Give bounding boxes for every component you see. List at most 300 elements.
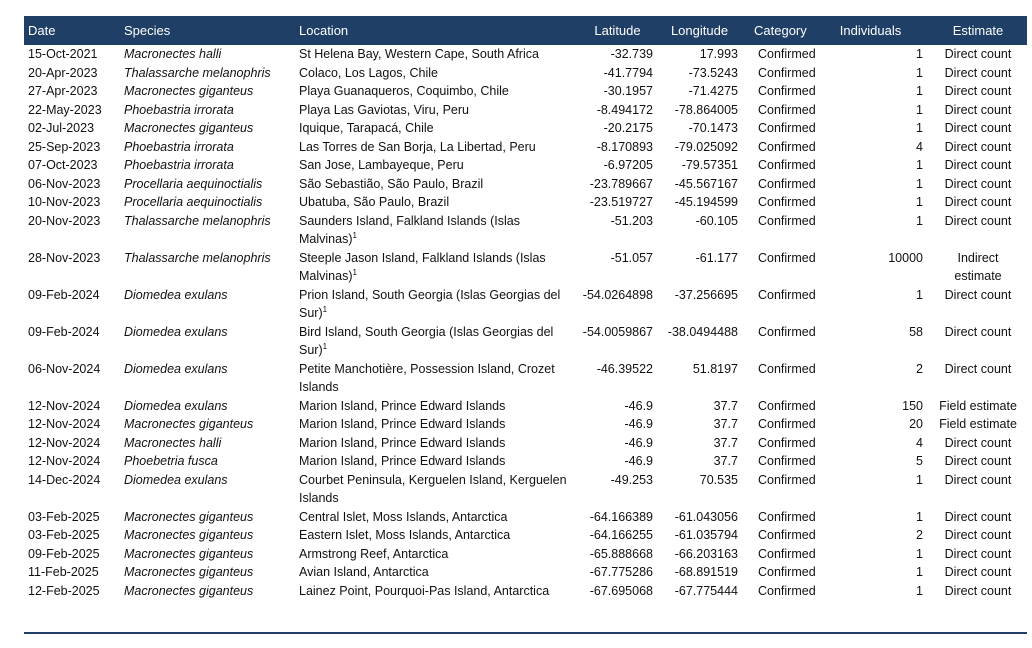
cell-location — [295, 323, 578, 360]
cell-location — [295, 138, 578, 157]
cell-longitude-text: -71.4275 — [688, 84, 738, 98]
cell-estimate — [929, 434, 1027, 453]
cell-individuals — [814, 119, 929, 138]
header-latitude: Latitude — [594, 23, 641, 38]
cell-date — [24, 286, 120, 323]
cell-estimate-text: Direct count — [944, 454, 1012, 468]
cell-date — [24, 563, 120, 582]
cell-date-text: 09-Feb-2024 — [28, 324, 100, 339]
cell-latitude-text: -23.519727 — [589, 195, 653, 209]
footnote-marker: 1 — [352, 230, 357, 240]
table-row — [24, 193, 1027, 212]
table-row — [24, 545, 1027, 564]
cell-location-text: Colaco, Los Lagos, Chile — [299, 65, 438, 80]
cell-category-text: Confirmed — [758, 139, 816, 154]
cell-estimate — [929, 101, 1027, 120]
cell-latitude — [578, 212, 657, 249]
cell-latitude-text: -8.170893 — [596, 139, 653, 154]
cell-category-text: Confirmed — [758, 287, 816, 302]
cell-longitude-text: -68.891519 — [674, 565, 738, 579]
cell-location-text: Playa Guanaqueros, Coquimbo, Chile — [299, 84, 509, 98]
cell-date-text: 09-Feb-2024 — [28, 287, 100, 302]
cell-individuals — [814, 323, 929, 360]
cell-species-text: Macronectes giganteus — [124, 565, 254, 579]
cell-location-text: São Sebastião, São Paulo, Brazil — [299, 176, 484, 191]
cell-individuals — [814, 82, 929, 101]
cell-location — [295, 212, 578, 249]
cell-category — [742, 249, 814, 286]
cell-individuals-text: 58 — [909, 324, 923, 339]
cell-longitude-text: 37.7 — [713, 417, 738, 431]
cell-category — [742, 397, 814, 416]
cell-latitude — [578, 545, 657, 564]
cell-date-text: 12-Nov-2024 — [28, 435, 101, 450]
cell-date — [24, 175, 120, 194]
cell-estimate — [929, 82, 1027, 101]
cell-location-text: Marion Island, Prince Edward Islands — [299, 398, 506, 413]
cell-longitude — [657, 360, 742, 397]
cell-longitude-text: -66.203163 — [674, 546, 738, 561]
cell-longitude — [657, 323, 742, 360]
cell-individuals — [814, 286, 929, 323]
cell-category-text: Confirmed — [758, 65, 816, 80]
cell-latitude — [578, 175, 657, 194]
cell-date — [24, 397, 120, 416]
cell-location-text: Steeple Jason Island, Falkland Islands (Islas Malvinas) — [299, 250, 546, 283]
cell-latitude-text: -67.695068 — [589, 583, 653, 598]
cell-latitude — [578, 434, 657, 453]
cell-species — [120, 193, 295, 212]
cell-individuals-text: 1 — [916, 287, 923, 302]
header-species: Species — [124, 23, 171, 38]
cell-location-text: Armstrong Reef, Antarctica — [299, 546, 449, 561]
cell-category-text: Confirmed — [758, 195, 816, 209]
cell-longitude — [657, 563, 742, 582]
cell-estimate-text: Indirect estimate — [954, 250, 1002, 283]
cell-location — [295, 45, 578, 64]
cell-individuals-text: 1 — [916, 213, 923, 228]
cell-latitude-text: -54.0059867 — [582, 324, 653, 339]
cell-category — [742, 563, 814, 582]
cell-longitude-text: 37.7 — [713, 435, 738, 450]
cell-individuals — [814, 545, 929, 564]
cell-estimate — [929, 323, 1027, 360]
cell-individuals — [814, 212, 929, 249]
cell-date — [24, 545, 120, 564]
cell-longitude — [657, 526, 742, 545]
cell-individuals — [814, 45, 929, 64]
cell-estimate-text: Direct count — [944, 361, 1012, 376]
cell-estimate-text: Field estimate — [939, 417, 1017, 431]
cell-species — [120, 415, 295, 434]
table-row — [24, 45, 1027, 64]
cell-category-text: Confirmed — [758, 158, 816, 172]
cell-estimate — [929, 175, 1027, 194]
table-row — [24, 397, 1027, 416]
cell-latitude — [578, 249, 657, 286]
cell-longitude-text: -61.177 — [695, 250, 738, 265]
cell-location-text: Petite Manchotière, Possession Island, Crozet Islands — [299, 361, 555, 394]
cell-latitude-text: -46.9 — [624, 417, 653, 431]
cell-longitude-text: -45.194599 — [674, 195, 738, 209]
cell-longitude-text: -60.105 — [695, 213, 738, 228]
cell-individuals — [814, 582, 929, 601]
cell-individuals-text: 4 — [916, 139, 923, 154]
cell-species — [120, 101, 295, 120]
cell-species-text: Procellaria aequinoctialis — [124, 176, 263, 191]
footnote-marker: 1 — [352, 267, 357, 277]
table-row — [24, 471, 1027, 508]
cell-species — [120, 119, 295, 138]
cell-species — [120, 397, 295, 416]
cell-latitude-text: -46.9 — [624, 398, 653, 413]
cell-location — [295, 193, 578, 212]
cell-individuals-text: 1 — [916, 509, 923, 524]
header-category: Category — [754, 23, 807, 38]
cell-longitude-text: -70.1473 — [688, 121, 738, 135]
cell-estimate — [929, 45, 1027, 64]
table-row — [24, 360, 1027, 397]
cell-estimate-text: Direct count — [944, 47, 1012, 61]
footnote-marker: 1 — [322, 341, 328, 351]
cell-species — [120, 563, 295, 582]
cell-species-text: Diomedea exulans — [124, 287, 228, 302]
cell-latitude-text: -54.0264898 — [582, 287, 653, 302]
cell-category-text: Confirmed — [758, 546, 816, 561]
cell-individuals — [814, 471, 929, 508]
cell-individuals — [814, 508, 929, 527]
cell-species-text: Macronectes giganteus — [124, 121, 254, 135]
cell-longitude-text: -37.256695 — [674, 287, 738, 302]
cell-estimate-text: Direct count — [944, 324, 1012, 339]
cell-location-text: Marion Island, Prince Edward Islands — [299, 454, 506, 468]
cell-longitude — [657, 156, 742, 175]
cell-location — [295, 545, 578, 564]
cell-longitude — [657, 101, 742, 120]
cell-longitude-text: -79.57351 — [681, 158, 738, 172]
cell-location — [295, 64, 578, 83]
cell-category — [742, 82, 814, 101]
header-longitude: Longitude — [670, 23, 729, 38]
cell-individuals-text: 1 — [916, 121, 923, 135]
cell-category — [742, 415, 814, 434]
cell-species — [120, 156, 295, 175]
cell-latitude — [578, 156, 657, 175]
cell-individuals-text: 20 — [909, 417, 923, 431]
cell-estimate — [929, 452, 1027, 471]
cell-species-text: Macronectes giganteus — [124, 84, 254, 98]
cell-individuals-text: 1 — [916, 65, 923, 80]
cell-estimate — [929, 193, 1027, 212]
cell-location — [295, 156, 578, 175]
cell-species — [120, 471, 295, 508]
cell-latitude-text: -46.9 — [624, 435, 653, 450]
cell-estimate — [929, 138, 1027, 157]
cell-latitude-text: -6.97205 — [603, 158, 653, 172]
cell-category-text: Confirmed — [758, 47, 816, 61]
cell-latitude — [578, 101, 657, 120]
cell-species-text: Thalassarche melanophris — [124, 250, 271, 265]
table-row — [24, 101, 1027, 120]
cell-estimate — [929, 212, 1027, 249]
cell-latitude-text: -67.775286 — [589, 565, 653, 579]
cell-latitude-text: -32.739 — [610, 47, 653, 61]
table-row — [24, 508, 1027, 527]
cell-category-text: Confirmed — [758, 509, 816, 524]
cell-estimate — [929, 471, 1027, 508]
cell-latitude-text: -8.494172 — [596, 102, 653, 117]
cell-date-text: 20-Apr-2023 — [28, 65, 98, 80]
cell-location-text: Las Torres de San Borja, La Libertad, Peru — [299, 139, 536, 154]
cell-species-text: Macronectes giganteus — [124, 528, 254, 542]
cell-category-text: Confirmed — [758, 417, 816, 431]
cell-date-text: 10-Nov-2023 — [28, 195, 101, 209]
cell-species-text: Phoebastria irrorata — [124, 102, 234, 117]
cell-category-text: Confirmed — [758, 472, 816, 487]
cell-individuals-text: 1 — [916, 565, 923, 579]
cell-individuals-text: 2 — [916, 528, 923, 542]
cell-date-text: 12-Nov-2024 — [28, 417, 101, 431]
cell-individuals-text: 5 — [916, 454, 923, 468]
cell-date-text: 11-Feb-2025 — [28, 565, 99, 579]
cell-longitude — [657, 82, 742, 101]
cell-estimate-text: Direct count — [944, 287, 1012, 302]
cell-date — [24, 212, 120, 249]
cell-estimate — [929, 249, 1027, 286]
table-row — [24, 563, 1027, 582]
cell-date-text: 06-Nov-2024 — [28, 361, 101, 376]
cell-latitude — [578, 415, 657, 434]
cell-date-text: 12-Feb-2025 — [28, 583, 100, 598]
cell-date-text: 02-Jul-2023 — [28, 121, 95, 135]
bottom-rule — [24, 632, 1027, 634]
cell-longitude — [657, 119, 742, 138]
cell-longitude — [657, 138, 742, 157]
cell-individuals-text: 1 — [916, 158, 923, 172]
table-row — [24, 582, 1027, 601]
cell-individuals — [814, 360, 929, 397]
cell-individuals — [814, 193, 929, 212]
cell-date — [24, 434, 120, 453]
cell-estimate-text: Direct count — [944, 176, 1012, 191]
cell-category-text: Confirmed — [758, 84, 816, 98]
cell-species — [120, 64, 295, 83]
cell-species-text: Procellaria aequinoctialis — [124, 195, 263, 209]
cell-category — [742, 526, 814, 545]
cell-date-text: 03-Feb-2025 — [28, 509, 100, 524]
cell-location — [295, 508, 578, 527]
cell-individuals-text: 2 — [916, 361, 923, 376]
table-body — [24, 45, 1027, 600]
cell-estimate-text: Direct count — [944, 472, 1012, 487]
cell-date-text: 03-Feb-2025 — [28, 528, 100, 542]
cell-longitude — [657, 471, 742, 508]
cell-estimate-text: Direct count — [944, 65, 1012, 80]
cell-estimate-text: Direct count — [944, 546, 1012, 561]
cell-category — [742, 286, 814, 323]
cell-latitude-text: -51.057 — [610, 250, 653, 265]
cell-category-text: Confirmed — [758, 176, 816, 191]
cell-latitude — [578, 82, 657, 101]
cell-location — [295, 101, 578, 120]
cell-location — [295, 563, 578, 582]
cell-latitude-text: -46.9 — [624, 454, 653, 468]
cell-category-text: Confirmed — [758, 121, 816, 135]
cell-individuals-text: 1 — [916, 195, 923, 209]
cell-estimate-text: Direct count — [944, 435, 1012, 450]
cell-date — [24, 415, 120, 434]
cell-location — [295, 397, 578, 416]
cell-latitude — [578, 452, 657, 471]
cell-category-text: Confirmed — [758, 102, 816, 117]
cell-date-text: 28-Nov-2023 — [28, 250, 101, 265]
cell-latitude-text: -20.2175 — [603, 121, 653, 135]
cell-location-text: Eastern Islet, Moss Islands, Antarctica — [299, 528, 511, 542]
cell-species-text: Thalassarche melanophris — [124, 213, 271, 228]
cell-species-text: Diomedea exulans — [124, 324, 228, 339]
cell-location — [295, 452, 578, 471]
cell-date — [24, 582, 120, 601]
table-row — [24, 286, 1027, 323]
cell-latitude-text: -41.7794 — [603, 65, 653, 80]
cell-category-text: Confirmed — [758, 361, 816, 376]
cell-individuals — [814, 526, 929, 545]
cell-longitude-text: 17.993 — [699, 47, 738, 61]
table-row — [24, 323, 1027, 360]
cell-category-text: Confirmed — [758, 398, 816, 413]
cell-location-text: Ubatuba, São Paulo, Brazil — [299, 195, 450, 209]
cell-longitude-text: -79.025092 — [674, 139, 738, 154]
cell-latitude-text: -46.39522 — [596, 361, 653, 376]
cell-location — [295, 286, 578, 323]
cell-estimate — [929, 360, 1027, 397]
cell-species — [120, 526, 295, 545]
cell-estimate-text: Direct count — [944, 213, 1012, 228]
cell-date — [24, 452, 120, 471]
cell-category-text: Confirmed — [758, 250, 816, 265]
table-row — [24, 434, 1027, 453]
cell-category — [742, 119, 814, 138]
cell-longitude — [657, 212, 742, 249]
cell-individuals — [814, 563, 929, 582]
cell-longitude-text: -73.5243 — [688, 65, 738, 80]
cell-latitude-text: -49.253 — [610, 472, 653, 487]
cell-location — [295, 249, 578, 286]
cell-date — [24, 360, 120, 397]
cell-category-text: Confirmed — [758, 454, 816, 468]
cell-longitude — [657, 397, 742, 416]
cell-individuals-text: 1 — [916, 84, 923, 98]
cell-latitude — [578, 45, 657, 64]
cell-latitude — [578, 360, 657, 397]
cell-location-text: Prion Island, South Georgia (Islas Georgias del Sur) — [299, 287, 561, 320]
cell-date — [24, 323, 120, 360]
cell-longitude — [657, 434, 742, 453]
cell-category — [742, 323, 814, 360]
cell-estimate-text: Direct count — [944, 528, 1012, 542]
cell-location — [295, 415, 578, 434]
cell-location-text: Central Islet, Moss Islands, Antarctica — [299, 509, 508, 524]
cell-longitude-text: -61.043056 — [674, 509, 738, 524]
cell-latitude-text: -65.888668 — [589, 546, 653, 561]
cell-date-text: 14-Dec-2024 — [28, 472, 101, 487]
cell-species-text: Macronectes giganteus — [124, 509, 254, 524]
table-row — [24, 82, 1027, 101]
cell-category — [742, 360, 814, 397]
cell-longitude-text: -78.864005 — [674, 102, 738, 117]
cell-estimate-text: Direct count — [944, 565, 1012, 579]
table-row — [24, 156, 1027, 175]
cell-longitude-text: 51.8197 — [692, 361, 738, 376]
cell-species-text: Phoebetria fusca — [124, 454, 218, 468]
cell-individuals — [814, 452, 929, 471]
cell-individuals — [814, 249, 929, 286]
cell-location — [295, 434, 578, 453]
cell-location-text: Playa Las Gaviotas, Viru, Peru — [299, 102, 469, 117]
cell-longitude — [657, 582, 742, 601]
cell-longitude — [657, 508, 742, 527]
cell-location — [295, 360, 578, 397]
cell-date — [24, 526, 120, 545]
cell-estimate-text: Direct count — [944, 121, 1012, 135]
cell-species — [120, 249, 295, 286]
header-date: Date — [28, 23, 56, 38]
cell-latitude — [578, 64, 657, 83]
cell-category — [742, 508, 814, 527]
cell-location — [295, 82, 578, 101]
cell-individuals — [814, 434, 929, 453]
cell-longitude — [657, 452, 742, 471]
cell-individuals — [814, 101, 929, 120]
cell-location-text: Iquique, Tarapacá, Chile — [299, 121, 434, 135]
cell-latitude-text: -64.166389 — [589, 509, 653, 524]
cell-estimate-text: Direct count — [944, 195, 1012, 209]
cell-species-text: Thalassarche melanophris — [124, 65, 271, 80]
cell-date — [24, 119, 120, 138]
cell-estimate-text: Direct count — [944, 84, 1012, 98]
cell-date — [24, 249, 120, 286]
cell-category — [742, 434, 814, 453]
cell-estimate — [929, 397, 1027, 416]
cell-estimate — [929, 508, 1027, 527]
cell-individuals-text: 150 — [902, 398, 923, 413]
cell-individuals-text: 1 — [916, 472, 923, 487]
cell-category — [742, 156, 814, 175]
cell-latitude-text: -23.789667 — [589, 176, 653, 191]
cell-longitude-text: 70.535 — [699, 472, 738, 487]
cell-individuals — [814, 138, 929, 157]
cell-individuals-text: 10000 — [888, 250, 923, 265]
cell-longitude — [657, 545, 742, 564]
cell-species — [120, 545, 295, 564]
cell-estimate — [929, 119, 1027, 138]
cell-date-text: 15-Oct-2021 — [28, 47, 98, 61]
cell-category — [742, 471, 814, 508]
cell-species — [120, 45, 295, 64]
cell-estimate-text: Direct count — [944, 583, 1012, 598]
cell-category-text: Confirmed — [758, 435, 816, 450]
cell-longitude — [657, 415, 742, 434]
cell-individuals-text: 1 — [916, 583, 923, 598]
cell-date — [24, 508, 120, 527]
cell-date-text: 12-Nov-2024 — [28, 454, 101, 468]
cell-species-text: Macronectes giganteus — [124, 417, 254, 431]
cell-category — [742, 45, 814, 64]
cell-latitude — [578, 193, 657, 212]
cell-longitude — [657, 193, 742, 212]
cell-latitude — [578, 526, 657, 545]
cell-individuals — [814, 156, 929, 175]
